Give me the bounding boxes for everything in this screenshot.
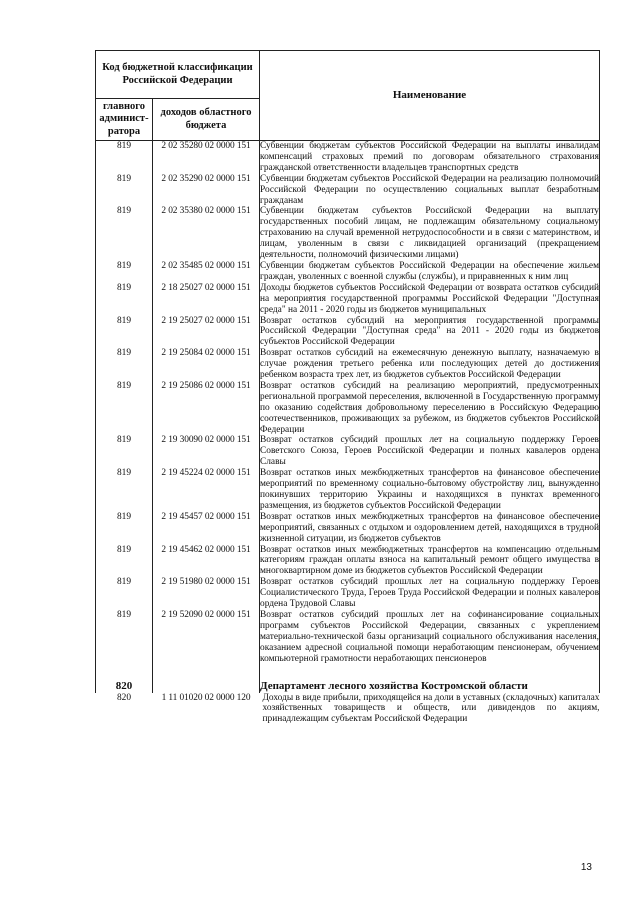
table-row xyxy=(96,610,600,671)
revenue-code: 2 19 52090 02 0000 151 xyxy=(153,610,260,671)
revenue-code: 2 19 30090 02 0000 151 xyxy=(153,435,260,468)
table-row xyxy=(96,693,600,726)
table-row xyxy=(96,435,600,468)
admin-code: 819 xyxy=(96,206,153,261)
revenue-name: Доходы в виде прибыли, приходящейся на доли в уставных (складочных) капиталах хозяйственных товариществ и обществ, или дивидендов по акциям, принадлежащим субъектам Российской Федерации xyxy=(262,692,600,725)
admin-code: 819 xyxy=(96,283,153,316)
department-row xyxy=(96,671,600,693)
revenue-code: 2 19 45224 02 0000 151 xyxy=(153,468,260,512)
header-revenue: доходов областного бюджета xyxy=(153,99,260,141)
revenue-name: Возврат остатков иных межбюджетных трансфертов на финансовое обеспечение мероприятий по временному социально-бытовому обустройству лиц, вынужденно покинувших территорию Украины и находящихся в пунктах временного размещения, из бюджетов субъектов Российской Федерации xyxy=(260,468,599,511)
header-admin: главного админист-ратора xyxy=(96,99,153,141)
revenue-code: 2 19 51980 02 0000 151 xyxy=(153,577,260,610)
admin-code: 819 xyxy=(96,577,153,610)
table-row xyxy=(96,261,600,283)
revenue-code: 2 19 45457 02 0000 151 xyxy=(153,512,260,545)
header-code-group: Код бюджетной классификации Российской Федерации xyxy=(96,51,260,99)
revenue-name: Возврат остатков субсидий прошлых лет на социальную поддержку Героев Социалистического Труда, Героев Труда Российской Федерации и полных кавалеров ордена Трудовой Славы xyxy=(260,577,599,610)
budget-classification-table xyxy=(95,50,600,725)
admin-code: 819 xyxy=(96,316,153,349)
table-row xyxy=(96,348,600,381)
admin-code: 819 xyxy=(96,261,153,283)
table-row xyxy=(96,283,600,316)
revenue-code: 2 18 25027 02 0000 151 xyxy=(153,283,260,316)
revenue-name: Доходы бюджетов субъектов Российской Федерации от возврата остатков субсидий на мероприятия государственной программы Российской Федерации "Доступная среда" на 2011 - 2020 годы из бюджетов муниципальных xyxy=(260,282,599,315)
revenue-code: 2 19 25027 02 0000 151 xyxy=(153,316,260,349)
revenue-code: 2 02 35280 02 0000 151 xyxy=(153,141,260,174)
admin-code: 819 xyxy=(96,610,153,671)
revenue-name: Возврат остатков иных межбюджетных трансфертов на финансовое обеспечение мероприятий, связанных с отдыхом и оздоровлением детей, находящихся в трудной жизненной ситуации, из бюджетов субъектов xyxy=(260,511,599,544)
document-page xyxy=(95,50,599,725)
admin-code: 819 xyxy=(96,512,153,545)
admin-code: 819 xyxy=(96,381,153,436)
table-row xyxy=(96,381,600,436)
revenue-name: Субвенции бюджетам субъектов Российской Федерации на обеспечение жильем граждан, уволенных с военной службы (службы), и приравненных к ним лиц xyxy=(260,260,599,282)
table-row xyxy=(96,512,600,545)
admin-code: 819 xyxy=(96,141,153,174)
revenue-code: 2 19 25084 02 0000 151 xyxy=(153,348,260,381)
table-row xyxy=(96,316,600,349)
table-row xyxy=(96,545,600,578)
revenue-code: 2 19 25086 02 0000 151 xyxy=(153,381,260,436)
revenue-name: Возврат остатков субсидий на реализацию мероприятий, предусмотренных региональной программой переселения, включенной в Государственную программу по оказанию содействия добровольному переселению в Российскую Федерацию соотечественников, проживающих за рубежом, из бюджетов субъектов Российской Федерации xyxy=(260,380,599,435)
revenue-name: Субвенции бюджетам субъектов Российской Федерации на реализацию полномочий Российской Федерации по осуществлению социальных выплат безработным гражданам xyxy=(260,173,599,206)
table-row xyxy=(96,174,600,207)
revenue-code: 1 11 01020 02 0000 120 xyxy=(161,692,251,703)
table-row xyxy=(96,468,600,512)
department-admin-code: 820 xyxy=(96,671,153,693)
admin-code: 819 xyxy=(96,435,153,468)
table-row xyxy=(96,577,600,610)
admin-code: 820 xyxy=(116,692,132,703)
revenue-name: Возврат остатков иных межбюджетных трансфертов на компенсацию отдельным категориям граждан оплаты взноса на капитальный ремонт общего имущества в многоквартирном доме из бюджетов субъектов Российской Федерации xyxy=(260,544,599,577)
department-name: Департамент лесного хозяйства Костромской области xyxy=(260,671,600,693)
revenue-name: Возврат остатков субсидий на мероприятия государственной программы Российской Федерации "Доступная среда" на 2011 - 2020 годы из бюджетов субъектов Российской Федерации xyxy=(260,315,599,348)
admin-code: 819 xyxy=(96,468,153,512)
admin-code: 819 xyxy=(96,174,153,207)
admin-code: 819 xyxy=(96,545,153,578)
table-body xyxy=(96,141,600,726)
revenue-code: 2 02 35290 02 0000 151 xyxy=(153,174,260,207)
admin-code: 819 xyxy=(96,348,153,381)
revenue-name: Возврат остатков субсидий на ежемесячную денежную выплату, назначаемую в случае рождения третьего ребенка или последующих детей до достижения ребенком возраста трех лет, из бюджетов субъектов Российской Федерации xyxy=(260,348,599,381)
revenue-code: 2 02 35485 02 0000 151 xyxy=(153,261,260,283)
revenue-code: 2 02 35380 02 0000 151 xyxy=(153,206,260,261)
table-row xyxy=(96,141,600,174)
header-name: Наименование xyxy=(260,51,600,141)
revenue-name: Возврат остатков субсидий прошлых лет на социальную поддержку Героев Советского Союза, Героев Российской Федерации и полных кавалеров ордена Славы xyxy=(260,435,599,468)
revenue-name: Субвенции бюджетам субъектов Российской Федерации на выплату государственных пособий лицам, не подлежащим обязательному социальному страхованию на случай временной нетрудоспособности и в связи с материнством, и лицам, уволенным в связи с ликвидацией организаций (прекращением деятельности, полномочий физическими лицами) xyxy=(260,206,599,261)
revenue-code: 2 19 45462 02 0000 151 xyxy=(153,545,260,578)
revenue-name: Возврат остатков субсидий прошлых лет на софинансирование социальных программ субъектов Российской Федерации, связанных с укреплением материально-технической базы организаций социального обслуживания населения, оказанием адресной социальной помощи неработающим пенсионерам, обучением компьютерной грамотности неработающих пенсионеров xyxy=(260,610,600,671)
table-row xyxy=(96,206,600,261)
revenue-name: Субвенции бюджетам субъектов Российской Федерации на выплаты инвалидам компенсаций страховых премий по договорам обязательного страхования гражданской ответственности владельцев транспортных средств xyxy=(260,141,599,173)
department-revenue-code xyxy=(153,671,260,693)
page-number: 13 xyxy=(580,862,592,873)
